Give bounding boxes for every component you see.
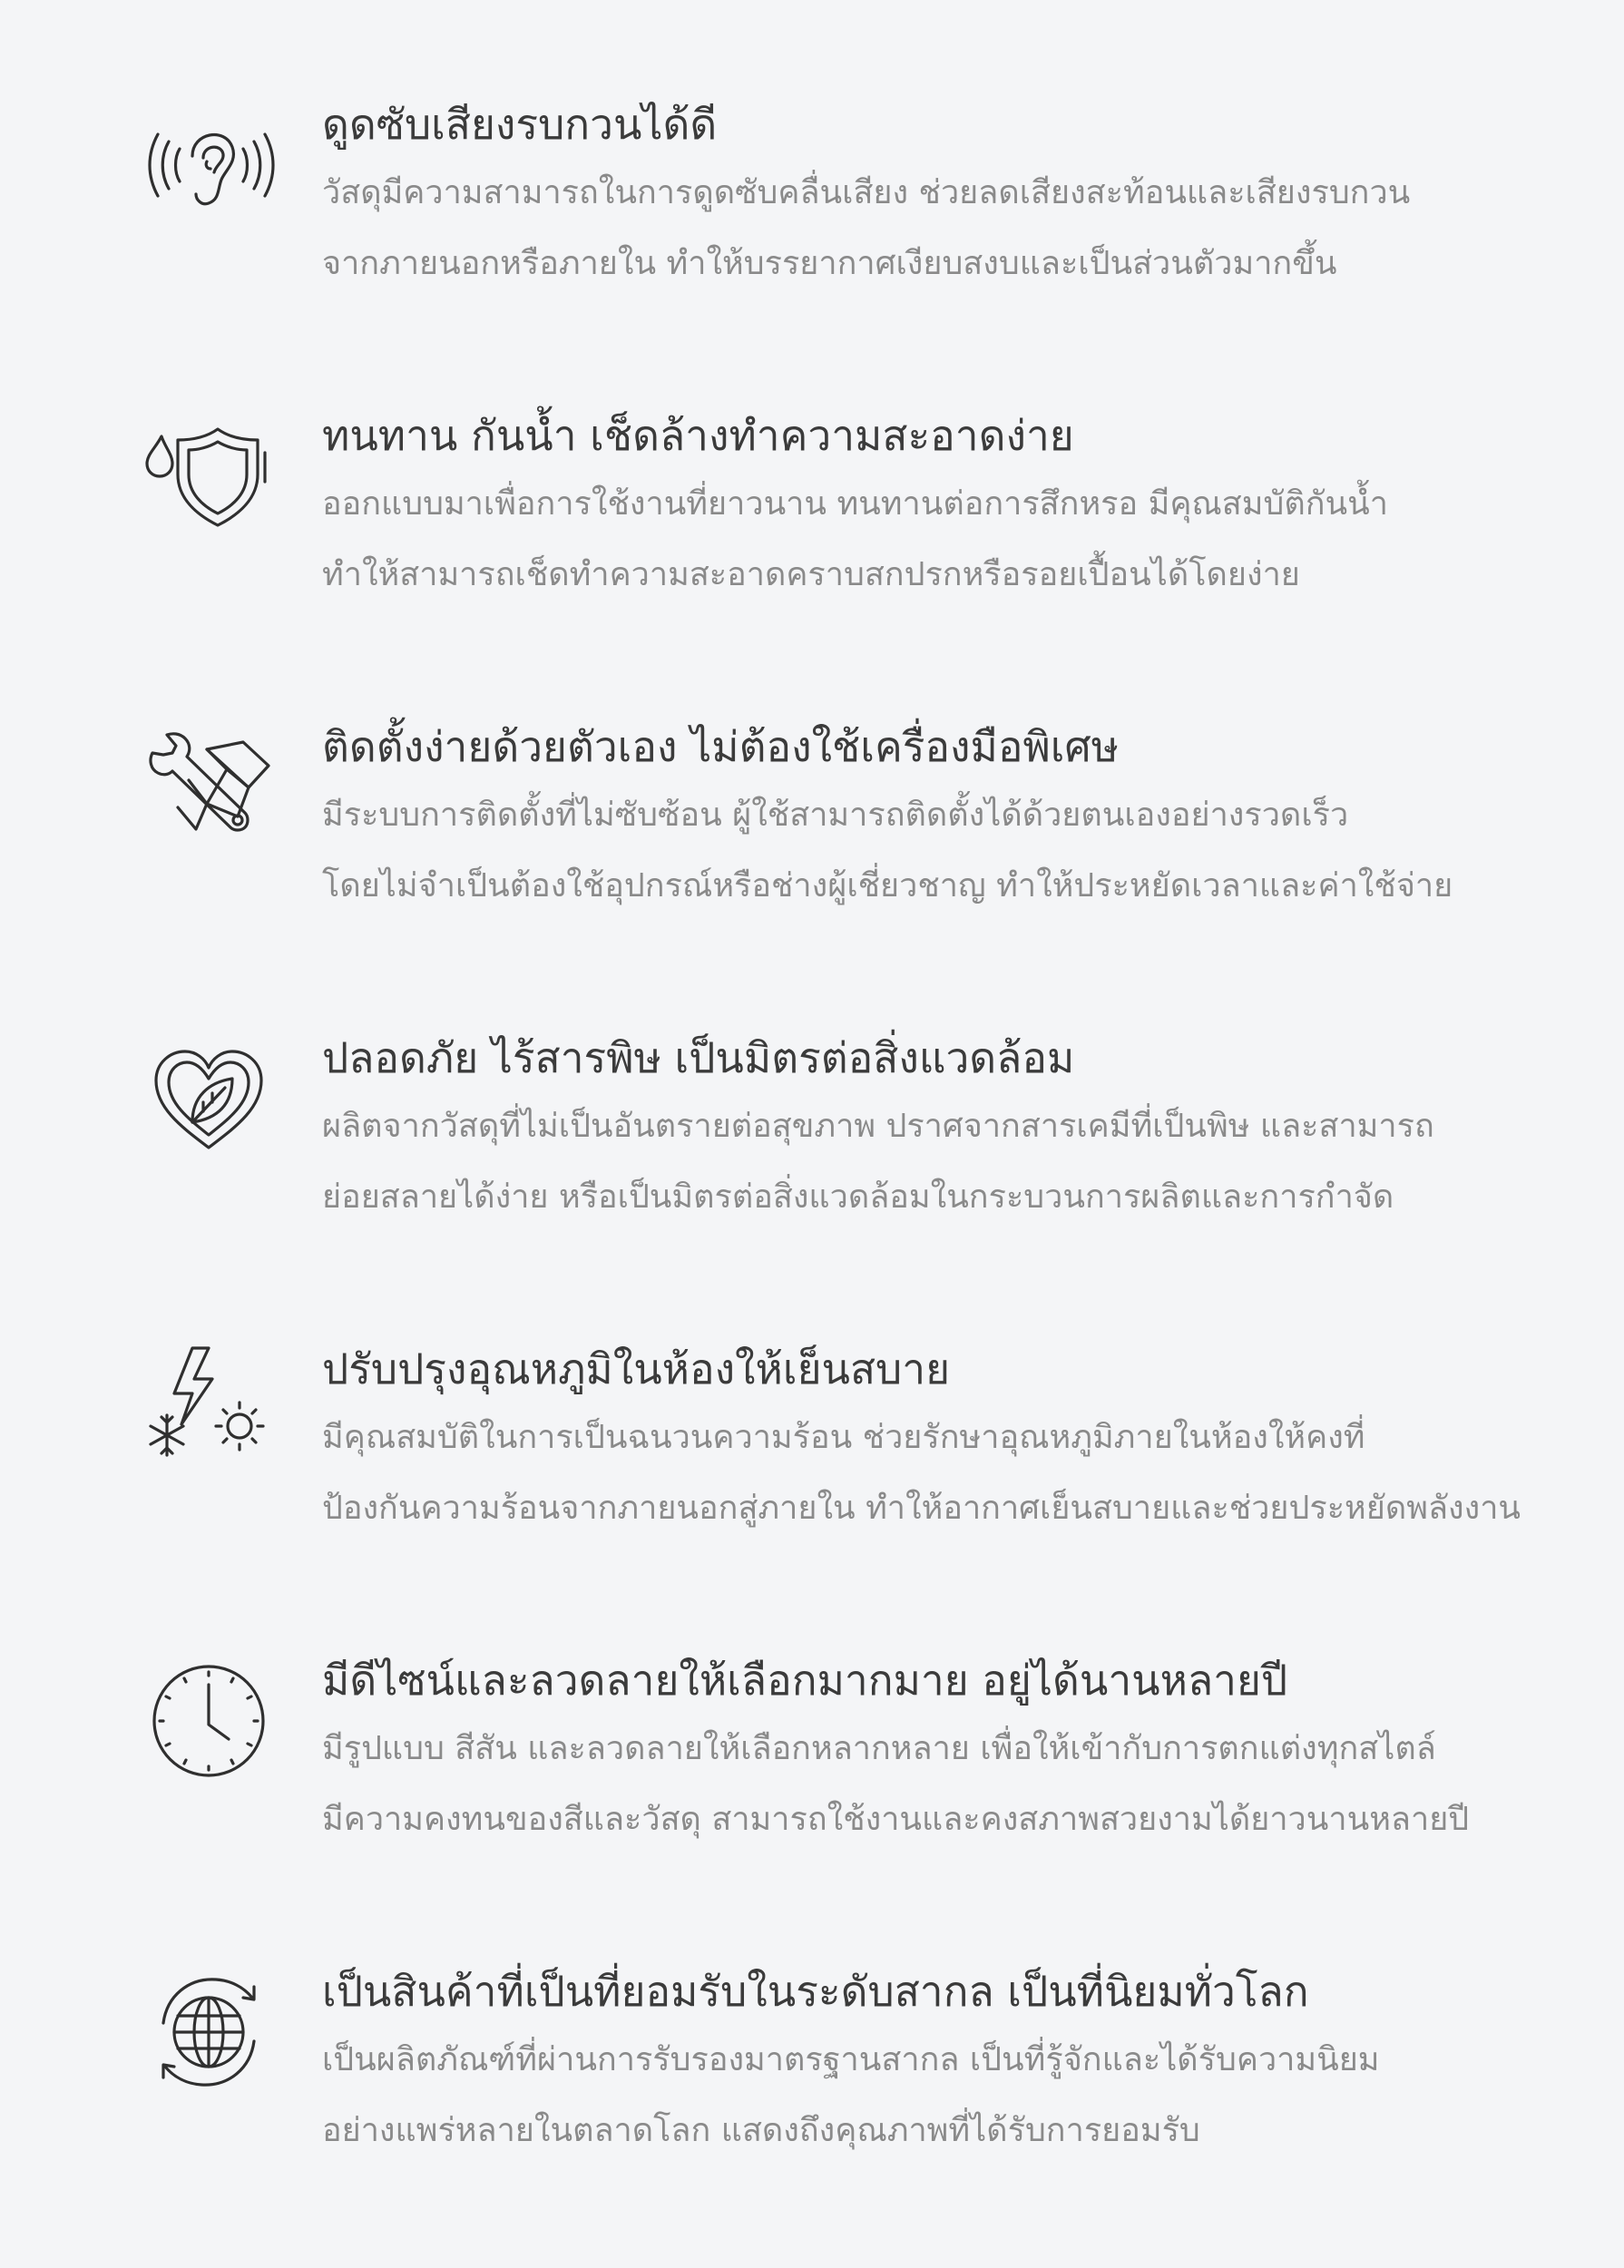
feature-item-eco-safe (0, 1024, 1624, 1296)
feature-desc-line: ป้องกันความร้อนจากภายนอกสู่ภายใน ทำให้อากาศเย็นสบายและช่วยประหยัดพลังงาน (322, 1490, 1521, 1527)
feature-item-easy-install (0, 713, 1624, 985)
wrench-tile-icon (136, 715, 281, 860)
feature-item-design-longevity (0, 1647, 1624, 1919)
feature-title: ปลอดภัย ไร้สารพิษ เป็นมิตรต่อสิ่งแวดล้อม (322, 1033, 1075, 1082)
feature-title: มีดีไซน์และลวดลายให้เลือกมากมาย อยู่ได้นานหลายปี (322, 1656, 1288, 1705)
feature-text (322, 402, 1592, 611)
feature-text (322, 713, 1592, 922)
feature-text (322, 1024, 1592, 1233)
feature-desc-line: ย่อยสลายได้ง่าย หรือเป็นมิตรต่อสิ่งแวดล้อมในกระบวนการผลิตและการกำจัด (322, 1178, 1394, 1216)
temperature-weather-icon (136, 1337, 281, 1482)
feature-desc-line: มีความคงทนของสีและวัสดุ สามารถใช้งานและคงสภาพสวยงามได้ยาวนานหลายปี (322, 1801, 1470, 1838)
feature-desc-line: มีคุณสมบัติในการเป็นฉนวนความร้อน ช่วยรักษาอุณหภูมิภายในห้องให้คงที่ (322, 1419, 1365, 1456)
feature-desc-line: โดยไม่จำเป็นต้องใช้อุปกรณ์หรือช่างผู้เชี่ยวชาญ ทำให้ประหยัดเวลาและค่าใช้จ่าย (322, 867, 1453, 904)
feature-desc-line: ผลิตจากวัสดุที่ไม่เป็นอันตรายต่อสุขภาพ ปราศจากสารเคมีที่เป็นพิษ และสามารถ (322, 1108, 1434, 1145)
feature-desc-line: อย่างแพร่หลายในตลาดโลก แสดงถึงคุณภาพที่ได้รับการยอมรับ (322, 2112, 1200, 2149)
feature-desc-line: เป็นผลิตภัณฑ์ที่ผ่านการรับรองมาตรฐานสากล เป็นที่รู้จักและได้รับความนิยม (322, 2041, 1380, 2078)
feature-desc-line: วัสดุมีความสามารถในการดูดซับคลื่นเสียง ช่วยลดเสียงสะท้อนและเสียงรบกวน (322, 174, 1411, 211)
feature-item-sound-absorption (0, 91, 1624, 363)
feature-desc-line: ออกแบบมาเพื่อการใช้งานที่ยาวนาน ทนทานต่อการสึกหรอ มีคุณสมบัติกันน้ำ (322, 485, 1388, 523)
feature-title: ดูดซับเสียงรบกวนได้ดี (322, 100, 718, 149)
feature-title: ติดตั้งง่ายด้วยตัวเอง ไม่ต้องใช้เครื่องมือพิเศษ (322, 722, 1120, 771)
globe-cycle-icon (136, 1960, 281, 2105)
feature-desc-line: จากภายนอกหรือภายใน ทำให้บรรยากาศเงียบสงบและเป็นส่วนตัวมากขึ้น (322, 245, 1337, 282)
feature-title: ปรับปรุงอุณหภูมิในห้องให้เย็นสบาย (322, 1344, 951, 1393)
feature-desc-line: มีรูปแบบ สีสัน และลวดลายให้เลือกหลากหลาย เพื่อให้เข้ากับการตกแต่งทุกสไตล์ (322, 1730, 1436, 1767)
feature-text (322, 1647, 1592, 1855)
water-shield-icon (136, 404, 281, 549)
feature-item-global-standard (0, 1958, 1624, 2230)
feature-desc-line: มีระบบการติดตั้งที่ไม่ซับซ้อน ผู้ใช้สามารถติดตั้งได้ด้วยตนเองอย่างรวดเร็ว (322, 797, 1349, 834)
clock-icon (136, 1648, 281, 1794)
feature-title: เป็นสินค้าที่เป็นที่ยอมรับในระดับสากล เป็นที่นิยมทั่วโลก (322, 1967, 1309, 2016)
feature-item-temperature (0, 1335, 1624, 1608)
ear-sound-icon (136, 93, 281, 238)
feature-item-durable-waterproof (0, 402, 1624, 674)
feature-text (322, 91, 1592, 299)
heart-leaf-icon (136, 1026, 281, 1171)
feature-text (322, 1958, 1592, 2166)
feature-desc-line: ทำให้สามารถเช็ดทำความสะอาดคราบสกปรกหรือรอยเปื้อนได้โดยง่าย (322, 556, 1300, 593)
feature-text (322, 1335, 1592, 1544)
feature-title: ทนทาน กันน้ำ เช็ดล้างทำความสะอาดง่าย (322, 411, 1074, 460)
